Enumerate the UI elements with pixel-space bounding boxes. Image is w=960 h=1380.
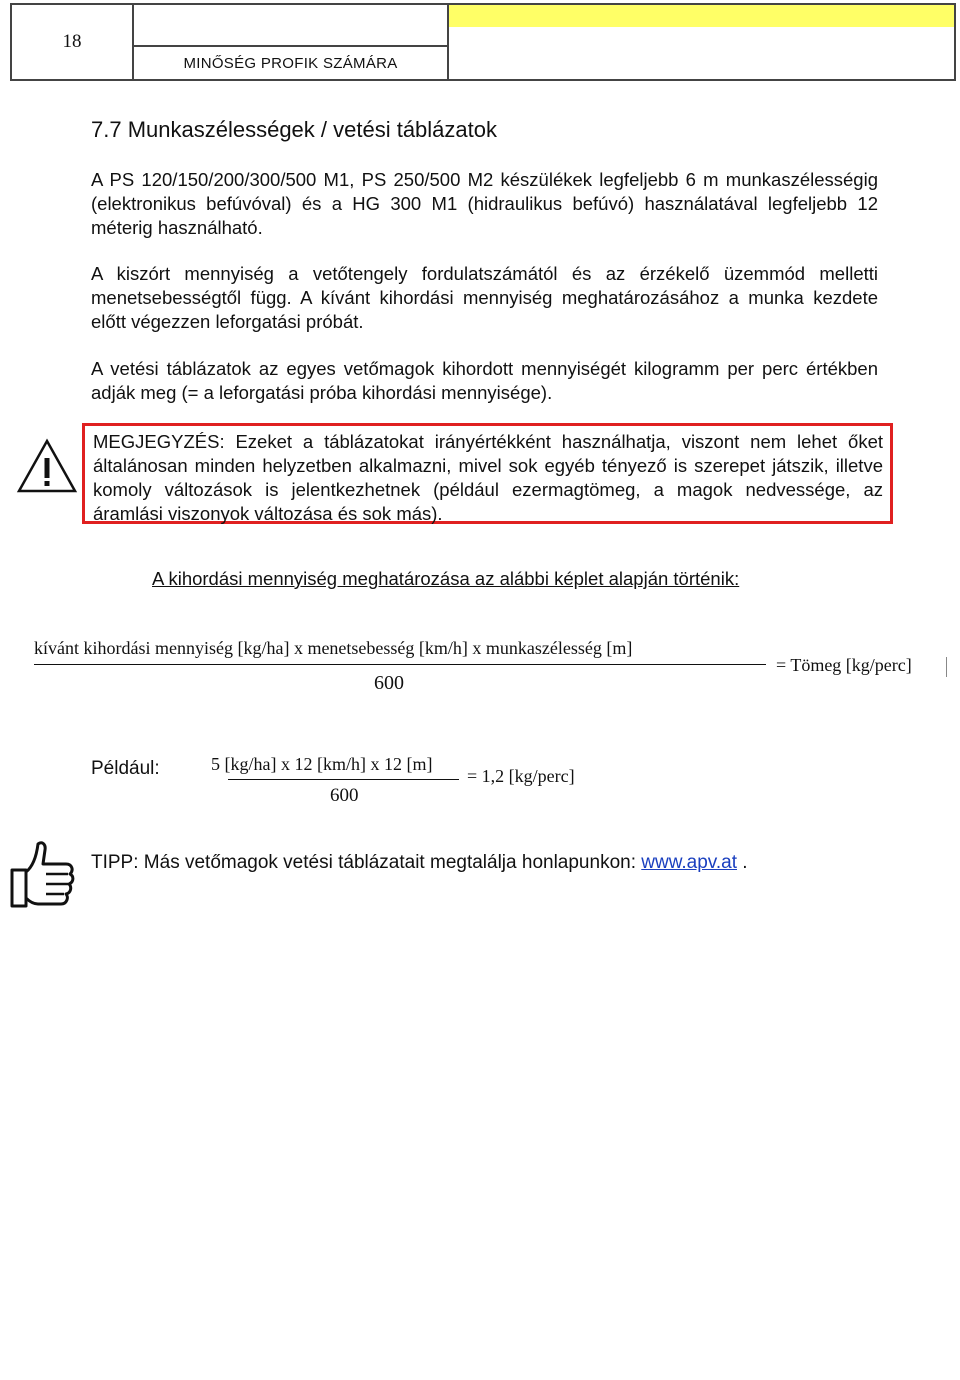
- tip-suffix: .: [737, 852, 748, 873]
- header-title: MINŐSÉG PROFIK SZÁMÁRA: [183, 54, 398, 72]
- note-label: MEGJEGYZÉS:: [93, 431, 225, 452]
- tip-body: Más vetőmagok vetési táblázatait megtalálja honlapunkon:: [138, 852, 642, 873]
- tip-text: [91, 852, 748, 874]
- example-denominator: 600: [330, 785, 359, 806]
- paragraph-output-dependency: A kiszórt mennyiség a vetőtengely fordulatszámától és az érzékelő üzemmód melletti menetsebességtől függ. A kívánt kihordási mennyiség meghatározásához a munka kezdete előtt végezzen leforgatási próbát.: [91, 263, 878, 332]
- paragraph-work-width: A PS 120/150/200/300/500 M1, PS 250/500 M2 készülékek legfeljebb 6 m munkaszélességig (elektronikus befúvóval) és a HG 300 M1 (hidraulikus befúvó) használatával legfeljebb 12 méterig használható.: [91, 169, 878, 238]
- example-numerator: 5 [kg/ha] x 12 [km/h] x 12 [m]: [211, 754, 433, 774]
- note-text: [93, 430, 883, 526]
- formula-subheading: A kihordási mennyiség meghatározása az alábbi képlet alapján történik:: [152, 568, 740, 589]
- paragraph-seed-tables: A vetési táblázatok az egyes vetőmagok kihordott mennyiségét kilogramm per perc értékben adják meg (= a leforgatási próba kihordási mennyisége).: [91, 358, 878, 403]
- margin-mark: [946, 657, 947, 677]
- warning-triangle-icon: [16, 438, 78, 494]
- tip-label: TIPP:: [91, 852, 139, 873]
- example-fraction-line: [228, 779, 459, 780]
- example-label: Például:: [91, 758, 160, 779]
- page-number: 18: [62, 31, 82, 52]
- formula-numerator: kívánt kihordási mennyiség [kg/ha] x menetsebesség [km/h] x munkaszélesség [m]: [34, 638, 633, 658]
- thumbs-up-icon: [8, 838, 78, 912]
- header-divider: [447, 5, 449, 79]
- section-heading: 7.7 Munkaszélességek / vetési táblázatok: [91, 117, 498, 142]
- formula-result: = Tömeg [kg/perc]: [776, 655, 912, 675]
- header-accent-bar: [449, 5, 954, 27]
- formula-denominator: 600: [374, 672, 404, 694]
- example-result: = 1,2 [kg/perc]: [467, 766, 575, 786]
- formula-fraction-line: [34, 664, 766, 665]
- website-link[interactable]: www.apv.at: [641, 852, 738, 873]
- note-body: Ezeket a táblázatokat irányértékként használhatja, viszont nem lehet őket általánosan minden helyzetben alkalmazni, mivel sok egyéb tényező is szerepet játszik, illetve komoly változások is jelentkezhetnek (például ezermagtömeg, a magok nedvessége, az áramlási viszonyok változása és sok más).: [93, 431, 883, 524]
- page-header: [10, 3, 956, 81]
- note-box: [82, 423, 893, 524]
